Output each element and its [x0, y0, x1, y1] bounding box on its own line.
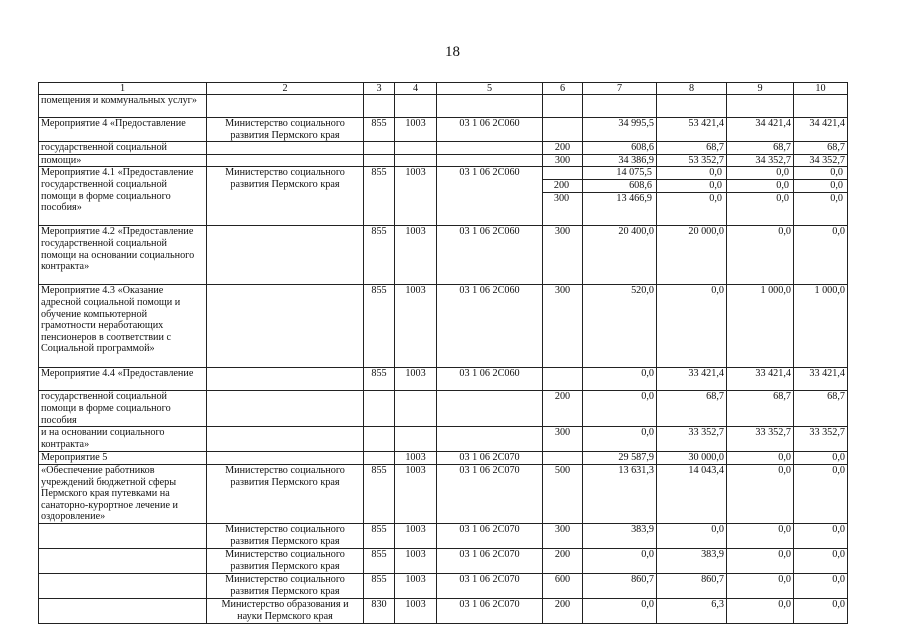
table-row [39, 142, 848, 155]
value-cell: 03 1 06 2С070 [437, 573, 543, 598]
value-cell [437, 427, 543, 452]
header-cell: 10 [794, 83, 848, 95]
value-cell: 0,0 [727, 548, 794, 573]
ministry-cell [207, 452, 364, 465]
value-cell: 0,0 [727, 464, 794, 523]
value-cell: 0,0 [794, 548, 848, 573]
value-cell [364, 427, 395, 452]
value-cell: 68,7 [727, 391, 794, 427]
event-name-cell: помощи» [39, 154, 207, 167]
value-cell [364, 452, 395, 465]
header-cell: 6 [543, 83, 583, 95]
table-row [39, 285, 848, 368]
ministry-cell [207, 95, 364, 118]
table-row [39, 368, 848, 391]
value-cell: 34 421,4 [794, 118, 848, 142]
value-cell [583, 95, 657, 118]
value-cell [543, 452, 583, 465]
sub-value: 0,0 [794, 180, 847, 193]
event-name-cell: государственной социальной помощи в форме социального пособия [39, 391, 207, 427]
value-cell [543, 368, 583, 391]
value-cell: 68,7 [794, 142, 848, 155]
value-cell [395, 391, 437, 427]
value-cell: 68,7 [657, 142, 727, 155]
sub-value: 0,0 [776, 192, 789, 204]
ministry-cell [207, 154, 364, 167]
sub-value: 0,0 [794, 167, 847, 180]
sub-value [543, 167, 582, 180]
value-cell: 03 1 06 2С070 [437, 548, 543, 573]
value-cell: 855 [364, 285, 395, 368]
table-row [39, 573, 848, 598]
value-cell: 300 [543, 523, 583, 548]
value-cell: 34 421,4 [727, 118, 794, 142]
value-cell: 500 [543, 464, 583, 523]
table-row [39, 523, 848, 548]
event-name-cell: Мероприятие 4.3 «Оказание адресной социальной помощи и обучение компьютерной грамотности неработающих пенсионеров в соответствии с Социальной программой» [39, 285, 207, 368]
ministry-cell [207, 427, 364, 452]
value-cell: 0,0 [583, 548, 657, 573]
ministry-cell [207, 285, 364, 368]
sub-value: 0,0 [709, 192, 722, 204]
value-cell: 0,0 [794, 523, 848, 548]
table-row [39, 452, 848, 465]
value-cell: 0,0 [794, 452, 848, 465]
value-cell: 68,7 [657, 391, 727, 427]
value-cell: 0,0 [794, 464, 848, 523]
value-cell: 860,7 [657, 573, 727, 598]
value-cell: 33 421,4 [727, 368, 794, 391]
table-row [39, 226, 848, 285]
value-cell: 33 352,7 [657, 427, 727, 452]
value-cell [657, 167, 727, 226]
ministry-cell [207, 391, 364, 427]
value-cell: 0,0 [794, 226, 848, 285]
value-cell: 200 [543, 548, 583, 573]
value-cell: 34 386,9 [583, 154, 657, 167]
value-cell: 830 [364, 598, 395, 623]
event-name-cell [39, 548, 207, 573]
value-cell: 68,7 [794, 391, 848, 427]
table-row [39, 391, 848, 427]
table-row [39, 95, 848, 118]
event-name-cell: Мероприятие 5 [39, 452, 207, 465]
value-cell: 0,0 [794, 598, 848, 623]
sub-value: 14 075,5 [583, 167, 656, 180]
value-cell: 03 1 06 2С070 [437, 598, 543, 623]
ministry-cell: Министерство социального развития Пермского края [207, 167, 364, 226]
value-cell: 1 000,0 [727, 285, 794, 368]
value-cell [364, 154, 395, 167]
value-cell: 34 352,7 [794, 154, 848, 167]
value-cell [395, 427, 437, 452]
value-cell: 855 [364, 548, 395, 573]
value-cell [437, 142, 543, 155]
value-cell: 855 [364, 573, 395, 598]
sub-value: 300 [553, 192, 570, 204]
value-cell: 33 421,4 [657, 368, 727, 391]
ministry-cell: Министерство социального развития Пермского края [207, 464, 364, 523]
value-cell [543, 167, 583, 226]
value-cell: 383,9 [657, 548, 727, 573]
value-cell: 13 631,3 [583, 464, 657, 523]
value-cell: 1003 [395, 548, 437, 573]
ministry-cell [207, 226, 364, 285]
value-cell: 53 421,4 [657, 118, 727, 142]
value-cell [543, 118, 583, 142]
value-cell: 1003 [395, 285, 437, 368]
value-cell: 20 000,0 [657, 226, 727, 285]
value-cell: 855 [364, 118, 395, 142]
value-cell: 0,0 [583, 427, 657, 452]
value-cell: 03 1 06 2С070 [437, 464, 543, 523]
value-cell: 34 352,7 [727, 154, 794, 167]
value-cell: 855 [364, 226, 395, 285]
value-cell: 33 421,4 [794, 368, 848, 391]
value-cell: 1003 [395, 573, 437, 598]
value-cell: 0,0 [727, 523, 794, 548]
value-cell: 600 [543, 573, 583, 598]
value-cell: 520,0 [583, 285, 657, 368]
value-cell: 14 043,4 [657, 464, 727, 523]
value-cell: 300 [543, 154, 583, 167]
ministry-cell: Министерство социального развития Пермского края [207, 118, 364, 142]
value-cell: 300 [543, 427, 583, 452]
value-cell: 1003 [395, 452, 437, 465]
value-cell: 33 352,7 [727, 427, 794, 452]
sub-value: 0,0 [830, 192, 843, 204]
event-name-cell: Мероприятие 4.2 «Предоставление государственной социальной помощи на основании социального контракта» [39, 226, 207, 285]
value-cell: 34 995,5 [583, 118, 657, 142]
table-row [39, 548, 848, 573]
value-cell: 300 [543, 285, 583, 368]
value-cell: 03 1 06 2С060 [437, 118, 543, 142]
value-cell: 68,7 [727, 142, 794, 155]
value-cell: 6,3 [657, 598, 727, 623]
value-cell [395, 95, 437, 118]
header-row [39, 83, 848, 95]
value-cell: 03 1 06 2С060 [437, 167, 543, 226]
header-cell: 7 [583, 83, 657, 95]
ministry-cell [207, 368, 364, 391]
value-cell: 03 1 06 2С060 [437, 226, 543, 285]
value-cell [657, 95, 727, 118]
value-cell: 1003 [395, 118, 437, 142]
value-cell [727, 167, 794, 226]
header-cell: 3 [364, 83, 395, 95]
value-cell: 855 [364, 368, 395, 391]
value-cell: 03 1 06 2С060 [437, 285, 543, 368]
value-cell: 1003 [395, 598, 437, 623]
ministry-cell: Министерство социального развития Пермского края [207, 548, 364, 573]
value-cell: 0,0 [727, 226, 794, 285]
value-cell: 1003 [395, 523, 437, 548]
value-cell: 0,0 [727, 452, 794, 465]
table-row [39, 427, 848, 452]
value-cell: 1003 [395, 167, 437, 226]
value-cell: 1003 [395, 226, 437, 285]
event-name-cell: Мероприятие 4 «Предоставление [39, 118, 207, 142]
page-number: 18 [445, 44, 460, 60]
header-cell: 8 [657, 83, 727, 95]
value-cell [437, 95, 543, 118]
event-name-cell: помещения и коммунальных услуг» [39, 95, 207, 118]
value-cell: 0,0 [794, 573, 848, 598]
event-name-cell [39, 523, 207, 548]
table-row [39, 154, 848, 167]
value-cell: 53 352,7 [657, 154, 727, 167]
table-row [39, 464, 848, 523]
value-cell [364, 142, 395, 155]
value-cell [437, 391, 543, 427]
ministry-cell: Министерство социального развития Пермского края [207, 523, 364, 548]
ministry-cell: Министерство образования и науки Пермского края [207, 598, 364, 623]
value-cell: 1003 [395, 464, 437, 523]
value-cell: 200 [543, 142, 583, 155]
value-cell [727, 95, 794, 118]
sub-value: 0,0 [657, 167, 726, 180]
event-name-cell: Мероприятие 4.4 «Предоставление [39, 368, 207, 391]
header-cell: 9 [727, 83, 794, 95]
value-cell: 0,0 [657, 285, 727, 368]
value-cell: 33 352,7 [794, 427, 848, 452]
ministry-cell [207, 142, 364, 155]
sub-value: 0,0 [657, 180, 726, 193]
value-cell: 855 [364, 167, 395, 226]
value-cell: 03 1 06 2С060 [437, 368, 543, 391]
header-cell: 5 [437, 83, 543, 95]
sub-value: 13 466,9 [616, 192, 652, 204]
event-name-cell: Мероприятие 4.1 «Предоставление государственной социальной помощи в форме социального пособия» [39, 167, 207, 226]
value-cell [395, 154, 437, 167]
event-name-cell [39, 573, 207, 598]
value-cell: 0,0 [727, 573, 794, 598]
table-row [39, 118, 848, 142]
value-cell [437, 154, 543, 167]
value-cell [364, 95, 395, 118]
value-cell: 608,6 [583, 142, 657, 155]
value-cell: 0,0 [657, 523, 727, 548]
value-cell: 300 [543, 226, 583, 285]
value-cell [364, 391, 395, 427]
value-cell: 1 000,0 [794, 285, 848, 368]
sub-value: 0,0 [727, 180, 793, 193]
ministry-cell: Министерство социального развития Пермского края [207, 573, 364, 598]
value-cell: 1003 [395, 368, 437, 391]
table-row [39, 598, 848, 623]
value-cell: 0,0 [583, 598, 657, 623]
sub-value: 608,6 [583, 180, 656, 193]
value-cell [583, 167, 657, 226]
header-cell: 1 [39, 83, 207, 95]
budget-table [38, 82, 848, 624]
value-cell: 855 [364, 523, 395, 548]
value-cell: 860,7 [583, 573, 657, 598]
sub-value: 0,0 [727, 167, 793, 180]
value-cell: 03 1 06 2С070 [437, 452, 543, 465]
event-name-cell: «Обеспечение работников учреждений бюджетной сферы Пермского края путевками на санаторно-курортное лечение и оздоровление» [39, 464, 207, 523]
value-cell: 30 000,0 [657, 452, 727, 465]
value-cell: 0,0 [583, 368, 657, 391]
value-cell [395, 142, 437, 155]
value-cell: 03 1 06 2С070 [437, 523, 543, 548]
event-name-cell: государственной социальной [39, 142, 207, 155]
value-cell: 20 400,0 [583, 226, 657, 285]
table-row [39, 167, 848, 226]
event-name-cell [39, 598, 207, 623]
header-cell: 2 [207, 83, 364, 95]
event-name-cell: и на основании социального контракта» [39, 427, 207, 452]
value-cell [543, 95, 583, 118]
value-cell [794, 95, 848, 118]
value-cell: 383,9 [583, 523, 657, 548]
value-cell: 29 587,9 [583, 452, 657, 465]
header-cell: 4 [395, 83, 437, 95]
sub-value: 200 [543, 180, 582, 193]
value-cell: 200 [543, 598, 583, 623]
value-cell: 0,0 [727, 598, 794, 623]
value-cell: 0,0 [583, 391, 657, 427]
value-cell: 200 [543, 391, 583, 427]
value-cell: 855 [364, 464, 395, 523]
value-cell [794, 167, 848, 226]
